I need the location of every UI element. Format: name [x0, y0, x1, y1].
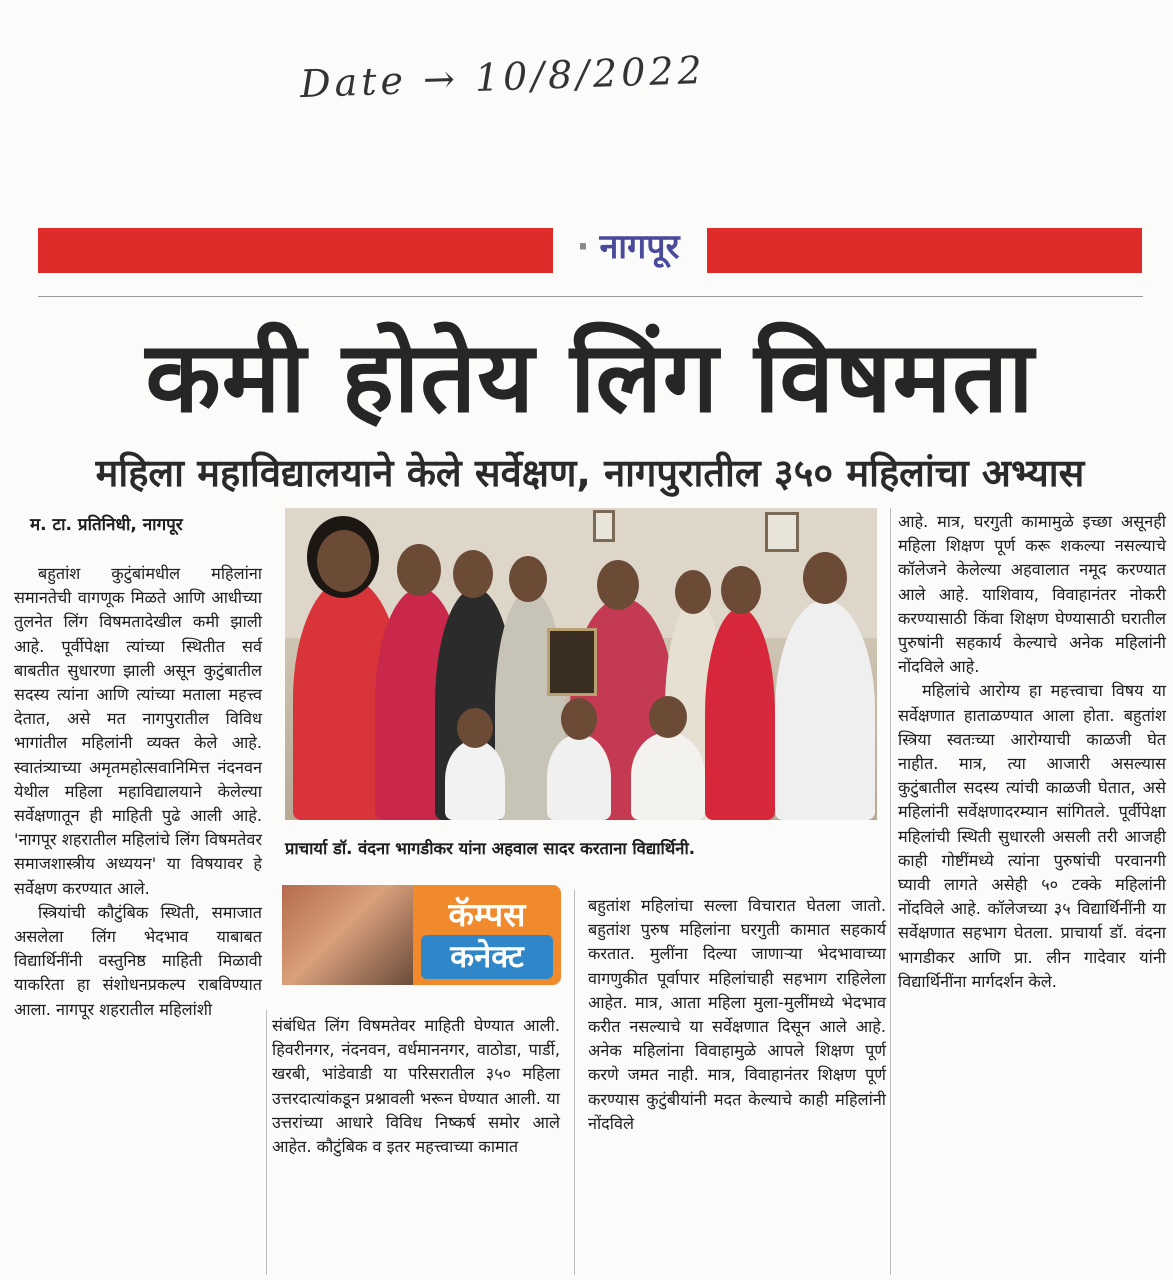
section-label: · नागपूर — [576, 227, 680, 267]
person-face — [397, 544, 441, 596]
photo-frame — [593, 510, 615, 542]
section-label-text: नागपूर — [599, 227, 680, 267]
person-face — [453, 550, 493, 598]
paragraph: स्त्रियांची कौटुंबिक स्थिती, समाजात असलेला लिंग भेदभाव याबाबत विद्यार्थिनींनी वस्तुनिष्ठ माहिती मिळावी याकरिता हा संशोधनप्रकल्प राबविण्यात आला. नागपूर शहरातील महिलांशी — [14, 902, 262, 1019]
paragraph: आहे. मात्र, घरगुती कामामुळे इच्छा असूनही महिला शिक्षण पूर्ण करू शकल्या नसल्याचे कॉलेजने केलेल्या अहवालात नमूद करण्यात आले आहे. याशिवाय, विवाहानंतर नोकरी करण्यासाठी किंवा शिक्षण घेण्यासाठी घरातील पुरुषांनी सहकार्य केल्याचे अनेक महिलांनी नोंदविले आहे. — [898, 512, 1166, 677]
campus-connect-thumbnail — [282, 885, 414, 985]
person-face — [721, 566, 761, 614]
person-face — [457, 708, 493, 748]
person-figure — [547, 734, 611, 820]
campus-connect-line1: कॅम्पस — [448, 895, 526, 934]
photo-caption: प्राचार्या डॉ. वंदना भागडीकर यांना अहवाल सादर करताना विद्यार्थिनी. — [285, 839, 696, 858]
top-rule — [38, 296, 1143, 297]
article-column-2 — [272, 1014, 560, 1159]
person-face — [561, 698, 597, 740]
paragraph: बहुतांश महिलांचा सल्ला विचारात घेतला जातो. बहुतांश पुरुष महिलांना घरगुती कामात सहकार्य करतात. मुलींना दिल्या जाणाऱ्या भेदभावाच्या वागणुकीत पूर्वापार महिलांचाही सहभाग राहिलेला आहेत. मात्र, आता महिला मुला-मुलींमध्ये भेदभाव करीत नसल्याचे या सर्वेक्षणात दिसून आले आहे. अनेक महिलांना विवाहामुळे आपले शिक्षण पूर्ण करणे जमत नाही. मात्र, विवाहानंतर शिक्षण पूर्ण करण्यास कुटुंबीयांनी मदत केल्याचे काही महिलांनी नोंदविले — [588, 896, 886, 1133]
paragraph: संबंधित लिंग विषमतेवर माहिती घेण्यात आली. हिवरीनगर, नंदनवन, वर्धमाननगर, वाठोडा, पार्डी, खरबी, भांडेवाडी या परिसरातील ३५० महिला उत्तरदात्यांकडून प्रश्नावली भरून घेण्यात आली. या उत्तरांच्या आधारे विविध निष्कर्ष समोर आले आहेत. कौटुंबिक व इतर महत्त्वाच्या कामात — [272, 1016, 560, 1157]
handwritten-date: Date → 10/8/2022 — [299, 47, 707, 107]
person-face — [803, 552, 847, 604]
person-figure — [775, 600, 875, 820]
column-divider — [266, 1010, 267, 1275]
byline: म. टा. प्रतिनिधी, नागपूर — [30, 515, 183, 535]
subheadline: महिला महाविद्यालयाने केले सर्वेक्षण, नागपुरातील ३५० महिलांचा अभ्यास — [95, 451, 1085, 495]
person-figure — [631, 732, 705, 820]
headline: कमी होतेय लिंग विषमता — [145, 321, 1035, 435]
section-band-right — [707, 228, 1142, 273]
report-plaque — [547, 628, 597, 696]
person-face — [649, 696, 687, 738]
section-band-left — [38, 228, 553, 273]
article-column-4 — [898, 510, 1166, 994]
group-photo — [285, 508, 877, 820]
campus-connect-badge — [413, 885, 561, 985]
person-face — [597, 560, 639, 610]
person-face — [675, 570, 711, 614]
paragraph: बहुतांश कुटुंबांमधील महिलांना समानतेची वागणूक मिळते आणि आधीच्या तुलनेत लिंग विषमतादेखील कमी झाली आहे. पूर्वीपेक्षा त्यांच्या स्थितीत सर्व बाबतीत सुधारणा झाली असून कुटुंबातील सदस्य त्यांना आणि त्यांच्या मताला महत्त्व देतात, असे मत नागपुरातील विविध भागांतील महिलांनी व्यक्त केले आहे. स्वातंत्र्याच्या अमृतमहोत्सवानिमित्त नंदनवन येथील महिला महाविद्यालयाने केलेल्या सर्वेक्षणातून ही माहिती पुढे आली आहे. 'नागपूर शहरातील महिलांचे लिंग विषमतेवर समाजशास्त्रीय अध्ययन' या विषयावर हे सर्वेक्षण करण्यात आले. — [14, 564, 262, 898]
campus-connect-line2: कनेक्ट — [421, 935, 553, 979]
photo-frame — [765, 512, 799, 552]
person-face — [509, 556, 547, 602]
paragraph: महिलांचे आरोग्य हा महत्त्वाचा विषय या सर्वेक्षणात हाताळण्यात आला होता. बहुतांश स्त्रिया स्वतःच्या आरोग्याची काळजी घेत नाहीत. मात्र, त्या आजारी असल्यास कुटुंबातील सदस्य त्यांची काळजी घेतात, असे महिलांनी सर्वेक्षणादरम्यान सांगितले. पूर्वीपेक्षा महिलांची स्थिती सुधारली असली तरी आजही काही गोष्टींमध्ये त्यांना पुरुषांची परवानगी घ्यावी लागते असेही ५० टक्के महिलांनी नोंदविले आहे. कॉलेजच्या ३५ विद्यार्थिनींनी या सर्वेक्षणात सहभाग घेतला. प्राचार्या डॉ. वंदना भागडीकर आणि प्रा. लीन गादेवार यांनी विद्यार्थिनींना मार्गदर्शन केले. — [898, 681, 1166, 991]
column-divider — [890, 508, 891, 1275]
article-column-3 — [588, 894, 886, 1136]
article-column-1 — [14, 562, 262, 1022]
column-divider — [574, 890, 575, 1275]
person-face — [317, 530, 371, 592]
person-figure — [705, 608, 775, 820]
person-figure — [445, 740, 505, 820]
